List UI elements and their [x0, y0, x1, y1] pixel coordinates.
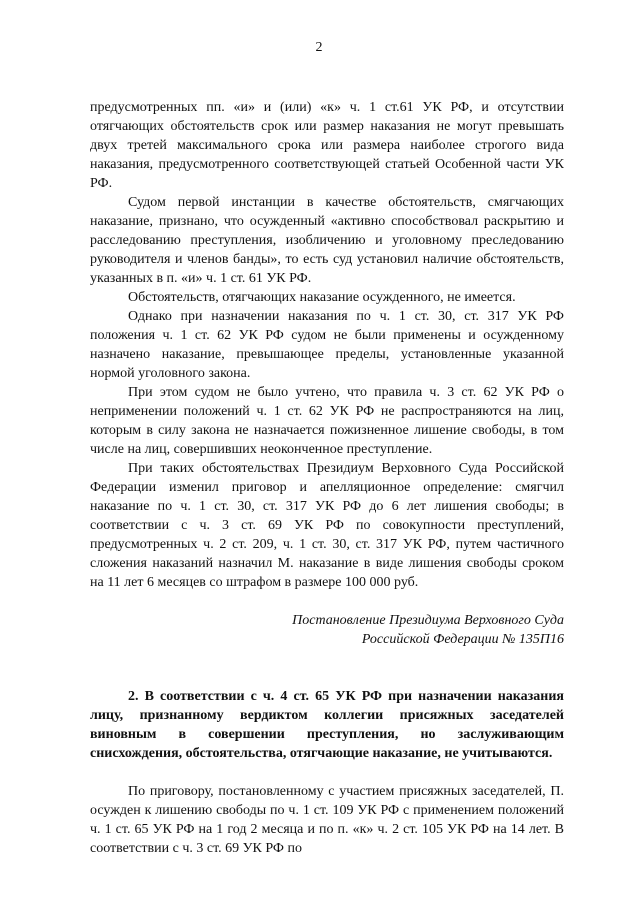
document-body — [90, 98, 564, 858]
paragraph: При этом судом не было учтено, что правила ч. 3 ст. 62 УК РФ о неприменении положений ч. 1 ст. 62 УК РФ не распространяются на лиц, которым в силу закона не назначается пожизненное лишение свободы, в том числе на лиц, совершивших неоконченное преступление. — [90, 385, 564, 457]
paragraph-continuation: предусмотренных пп. «и» и (или) «к» ч. 1 ст.61 УК РФ, и отсутствии отягчающих обстоятельств срок или размер наказания не могут превышать двух третей максимального срока или размера наиболее строгого вида наказания, предусмотренного соответствующей статьей Особенной части УК РФ. — [90, 100, 564, 191]
resolution-signature — [90, 611, 564, 649]
section-heading: 2. В соответствии с ч. 4 ст. 65 УК РФ при назначении наказания лицу, признанному вердиктом коллегии присяжных заседателей виновным в совершении преступления, но заслуживающим снисхождения, обстоятельства, отягчающие наказание, не учитываются. — [90, 689, 564, 761]
signature-line: Российской Федерации № 135П16 — [361, 632, 564, 647]
signature-line: Постановление Президиума Верховного Суда — [292, 613, 564, 628]
paragraph: Судом первой инстанции в качестве обстоятельств, смягчающих наказание, признано, что осужденный «активно способствовал раскрытию и расследованию преступления, изобличению и уголовному преследованию руководителя и членов банды», то есть суд установил наличие обстоятельств, указанных в п. «и» ч. 1 ст. 61 УК РФ. — [90, 195, 564, 286]
paragraph: Обстоятельств, отягчающих наказание осужденного, не имеется. — [128, 290, 516, 305]
paragraph: Однако при назначении наказания по ч. 1 ст. 30, ст. 317 УК РФ положения ч. 1 ст. 62 УК РФ судом не были применены и осужденному назначено наказание, превышающее пределы, установленные указанной нормой уголовного закона. — [90, 309, 564, 381]
page-number: 2 — [315, 40, 323, 55]
paragraph: По приговору, постановленному с участием присяжных заседателей, П. осужден к лишению свободы по ч. 1 ст. 109 УК РФ с применением положений ч. 1 ст. 65 УК РФ на 1 год 2 месяца и по п. «к» ч. 2 ст. 105 УК РФ на 14 лет. В соответствии с ч. 3 ст. 69 УК РФ по — [90, 784, 564, 856]
paragraph: При таких обстоятельствах Президиум Верховного Суда Российской Федерации изменил приговор и апелляционное определение: смягчил наказание по ч. 1 ст. 30, ст. 317 УК РФ до 6 лет лишения свободы; в соответствии с ч. 3 ст. 69 УК РФ по совокупности преступлений, предусмотренных ч. 2 ст. 209, ч. 1 ст. 30, ст. 317 УК РФ, путем частичного сложения наказаний назначил М. наказание в виде лишения свободы сроком на 11 лет 6 месяцев со штрафом в размере 100 000 руб. — [90, 461, 564, 590]
